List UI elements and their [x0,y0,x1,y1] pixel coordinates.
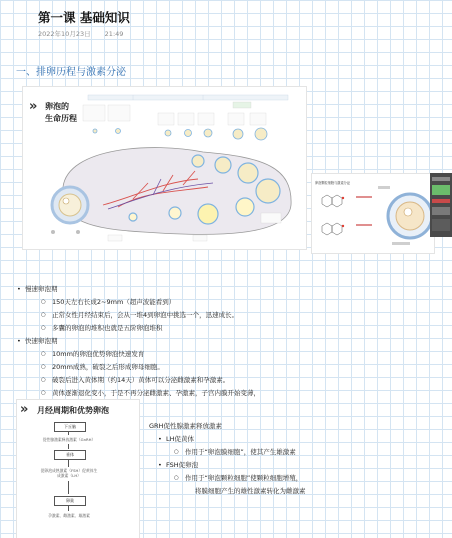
section-heading: 一、排卵历程与激素分泌 [16,67,126,78]
figure-heading-line1: 卵泡的 [45,102,69,111]
chevron-right-icon: » [20,402,29,417]
thumbnail-icon [430,173,452,237]
flow-box-ovary: 卵巢 [54,496,86,506]
flow-note-gnrh: 促性腺激素释放激素（GnRH） [42,437,96,442]
page-date: 2022年10月23日 [38,30,91,38]
hormone-cell-figure [311,173,435,254]
flow-arrow [68,444,69,449]
follicle-life-figure [22,86,307,250]
list-item: ○ 作用于“卵泡颗粒细胞”使颗粒细胞增殖， [185,472,302,485]
page-title: 第一课 基础知识 [38,10,130,25]
chevron-right-icon: » [29,99,38,114]
page-meta [38,29,135,38]
grh-title: GRH促性腺激素释放激素 [149,422,222,430]
follicle-life-diagram [23,87,306,249]
hormone-cell-diagram [312,174,434,253]
flow-arrow [68,459,69,467]
list-item: ○ 10mm的卵泡优势卵泡快速发育 [52,348,144,361]
page-time: 21:49 [104,30,124,38]
list-item-continuation: 将膜细胞产生的雄性激素转化为雌激素 [195,487,306,495]
flow-note-fsh-lh: 促卵泡成熟激素（FSH）促黄体生成激素（LH） [40,468,98,478]
flow-arrow [68,431,69,435]
flow-box-pituitary: 垂体 [54,450,86,460]
list-item: ○ 多囊的卵泡的堆积也就是五阶卵泡堆积 [52,322,163,335]
list-item: • 慢速卵泡期 [25,283,58,296]
mini-figure-title: 卵泡颗粒细胞与激素分泌 [315,181,351,185]
list-item: ○ 150天左右长成2~9mm（超声波能看到） [52,296,175,309]
list-item: ○ 黄体逐渐退化变小，于是不再分泌雌激素、孕激素，子宫内膜开始变薄， [52,387,260,400]
cycle-figure-heading: 月经周期和优势卵泡 [37,406,109,415]
list-item: ○ 20mm成熟，破裂之后形成卵母细胞。 [52,361,164,374]
list-item: • FSH促卵泡 [166,459,198,472]
list-item: ○ 破裂后进入黄体期（约14天）黄体可以分泌雌激素和孕激素。 [52,374,229,387]
list-item: ○ 正常女性月经结束后，会从一堆4到卵泡中挑选一个，迅速成长。 [52,309,238,322]
list-item: • LH促黄体 [166,433,194,446]
list-item: ○ 作用于“卵泡膜细胞”，使其产生雄激素 [185,446,296,459]
flow-note-hormones: 孕激素、雌激素、雄激素 [48,513,90,518]
side-thumbnail [430,173,452,237]
flow-arrow [68,481,69,494]
flow-box-hypothalamus: 下丘脑 [54,422,86,432]
flow-arrow [68,505,69,511]
list-item: • 快速卵泡期 [25,335,58,348]
figure-heading-line2: 生命历程 [45,114,77,123]
